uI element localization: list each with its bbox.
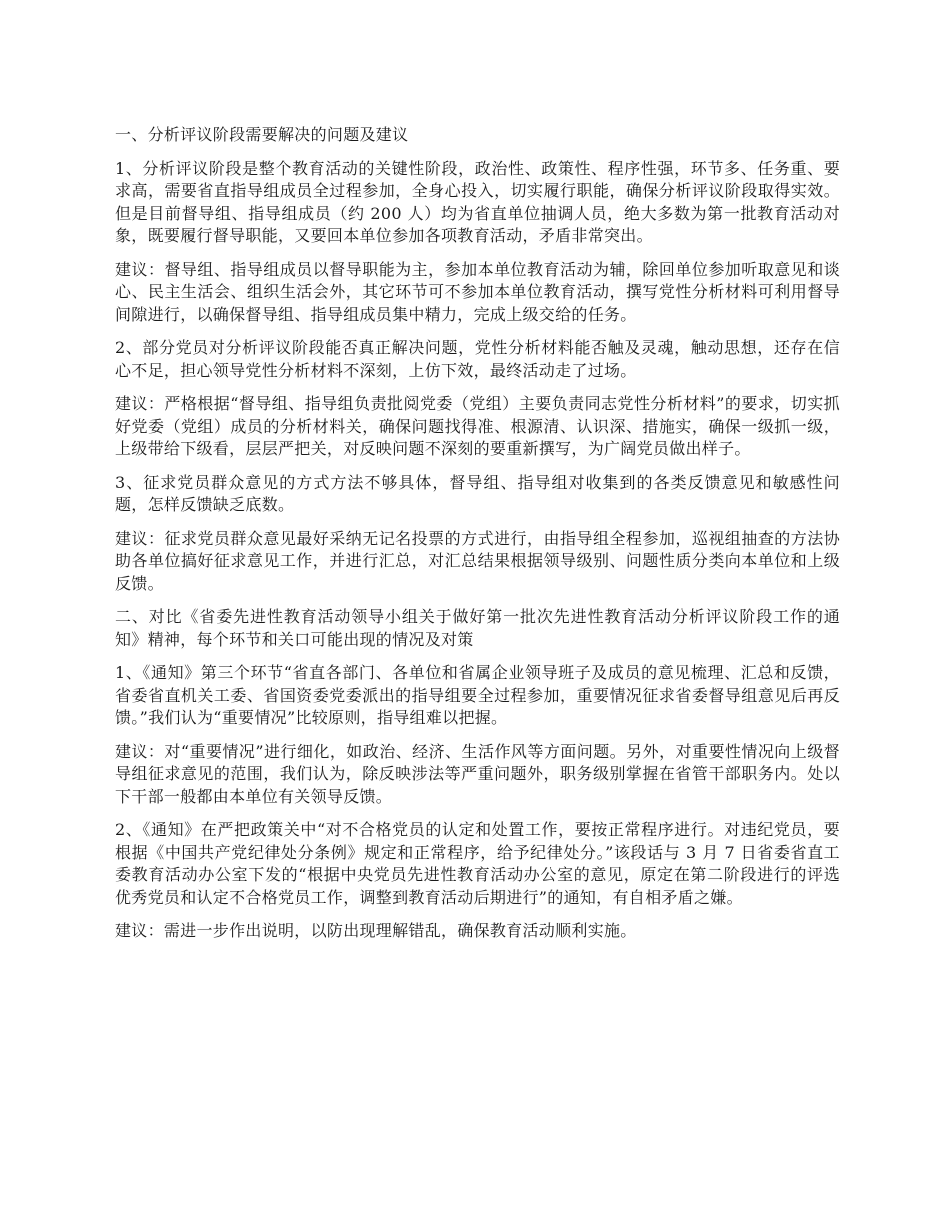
issue-paragraph-2: 2、部分党员对分析评议阶段能否真正解决问题，党性分析材料能否触及灵魂，触动思想，还存在信心不足，担心领导党性分析材料不深刻，上仿下效，最终活动走了过场。	[115, 338, 840, 380]
suggestion-paragraph-5: 建议：需进一步作出说明，以防出现理解错乱，确保教育活动顺利实施。	[115, 921, 637, 940]
document-body	[115, 124, 840, 954]
suggestion-paragraph-3: 建议：征求党员群众意见最好采纳无记名投票的方式进行，由指导组全程参加，巡视组抽查的方法协助各单位搞好征求意见工作，并进行汇总，对汇总结果根据领导级别、问题性质分类向本单位和上级反馈。	[115, 528, 840, 593]
suggestion-paragraph-4: 建议：对“重要情况”进行细化，如政治、经济、生活作风等方面问题。另外，对重要性情况向上级督导组征求意见的范围，我们认为，除反映涉法等严重问题外，职务级别掌握在省管干部职务内。处以下干部一般都由本单位有关领导反馈。	[115, 741, 840, 806]
suggestion-paragraph-1: 建议：督导组、指导组成员以督导职能为主，参加本单位教育活动为辅，除回单位参加听取意见和谈心、民主生活会、组织生活会外，其它环节可不参加本单位教育活动，撰写党性分析材料可利用督导间隙进行，以确保督导组、指导组成员集中精力，完成上级交给的任务。	[115, 259, 840, 324]
suggestion-paragraph-2: 建议：严格根据“督导组、指导组负责批阅党委（党组）主要负责同志党性分析材料”的要求，切实抓好党委（党组）成员的分析材料关，确保问题找得准、根源清、认识深、措施实，确保一级抓一级，上级带给下级看，层层严把关，对反映问题不深刻的要重新撰写，为广阔党员做出样子。	[115, 394, 840, 458]
issue-paragraph-4: 1、《通知》第三个环节“省直各部门、各单位和省属企业领导班子及成员的意见梳理、汇总和反馈，省委省直机关工委、省国资委党委派出的指导组要全过程参加，重要情况征求省委督导组意见后再反馈。”我们认为“重要情况”比较原则，指导组难以把握。	[115, 663, 840, 727]
issue-paragraph-1: 1、分析评议阶段是整个教育活动的关键性阶段，政治性、政策性、程序性强，环节多、任务重、要求高，需要省直指导组成员全过程参加，全身心投入，切实履行职能，确保分析评议阶段取得实效。但是目前督导组、指导组成员（约 200 人）均为省直单位抽调人员，绝大多数为第一批教育活动对象，既要履行督导职能，又要回本单位参加各项教育活动，矛盾非常突出。	[115, 158, 840, 245]
section-heading-2: 二、对比《省委先进性教育活动领导小组关于做好第一批次先进性教育活动分析评议阶段工作的通知》精神，每个环节和关口可能出现的情况及对策	[115, 607, 840, 649]
section-heading-1: 一、分析评议阶段需要解决的问题及建议	[115, 125, 409, 144]
issue-paragraph-5: 2、《通知》在严把政策关中“对不合格党员的认定和处置工作，要按正常程序进行。对违纪党员，要根据《中国共产党纪律处分条例》规定和正常程序，给予纪律处分。”该段话与 3 月 7 日省委省直工委教育活动办公室下发的“根据中央党员先进性教育活动办公室的意见，原定在第二阶段进行的评选优秀党员和认定不合格党员工作，调整到教育活动后期进行”的通知，有自相矛盾之嫌。	[115, 820, 840, 907]
issue-paragraph-3: 3、征求党员群众意见的方式方法不够具体，督导组、指导组对收集到的各类反馈意见和敏感性问题，怎样反馈缺乏底数。	[115, 472, 840, 514]
